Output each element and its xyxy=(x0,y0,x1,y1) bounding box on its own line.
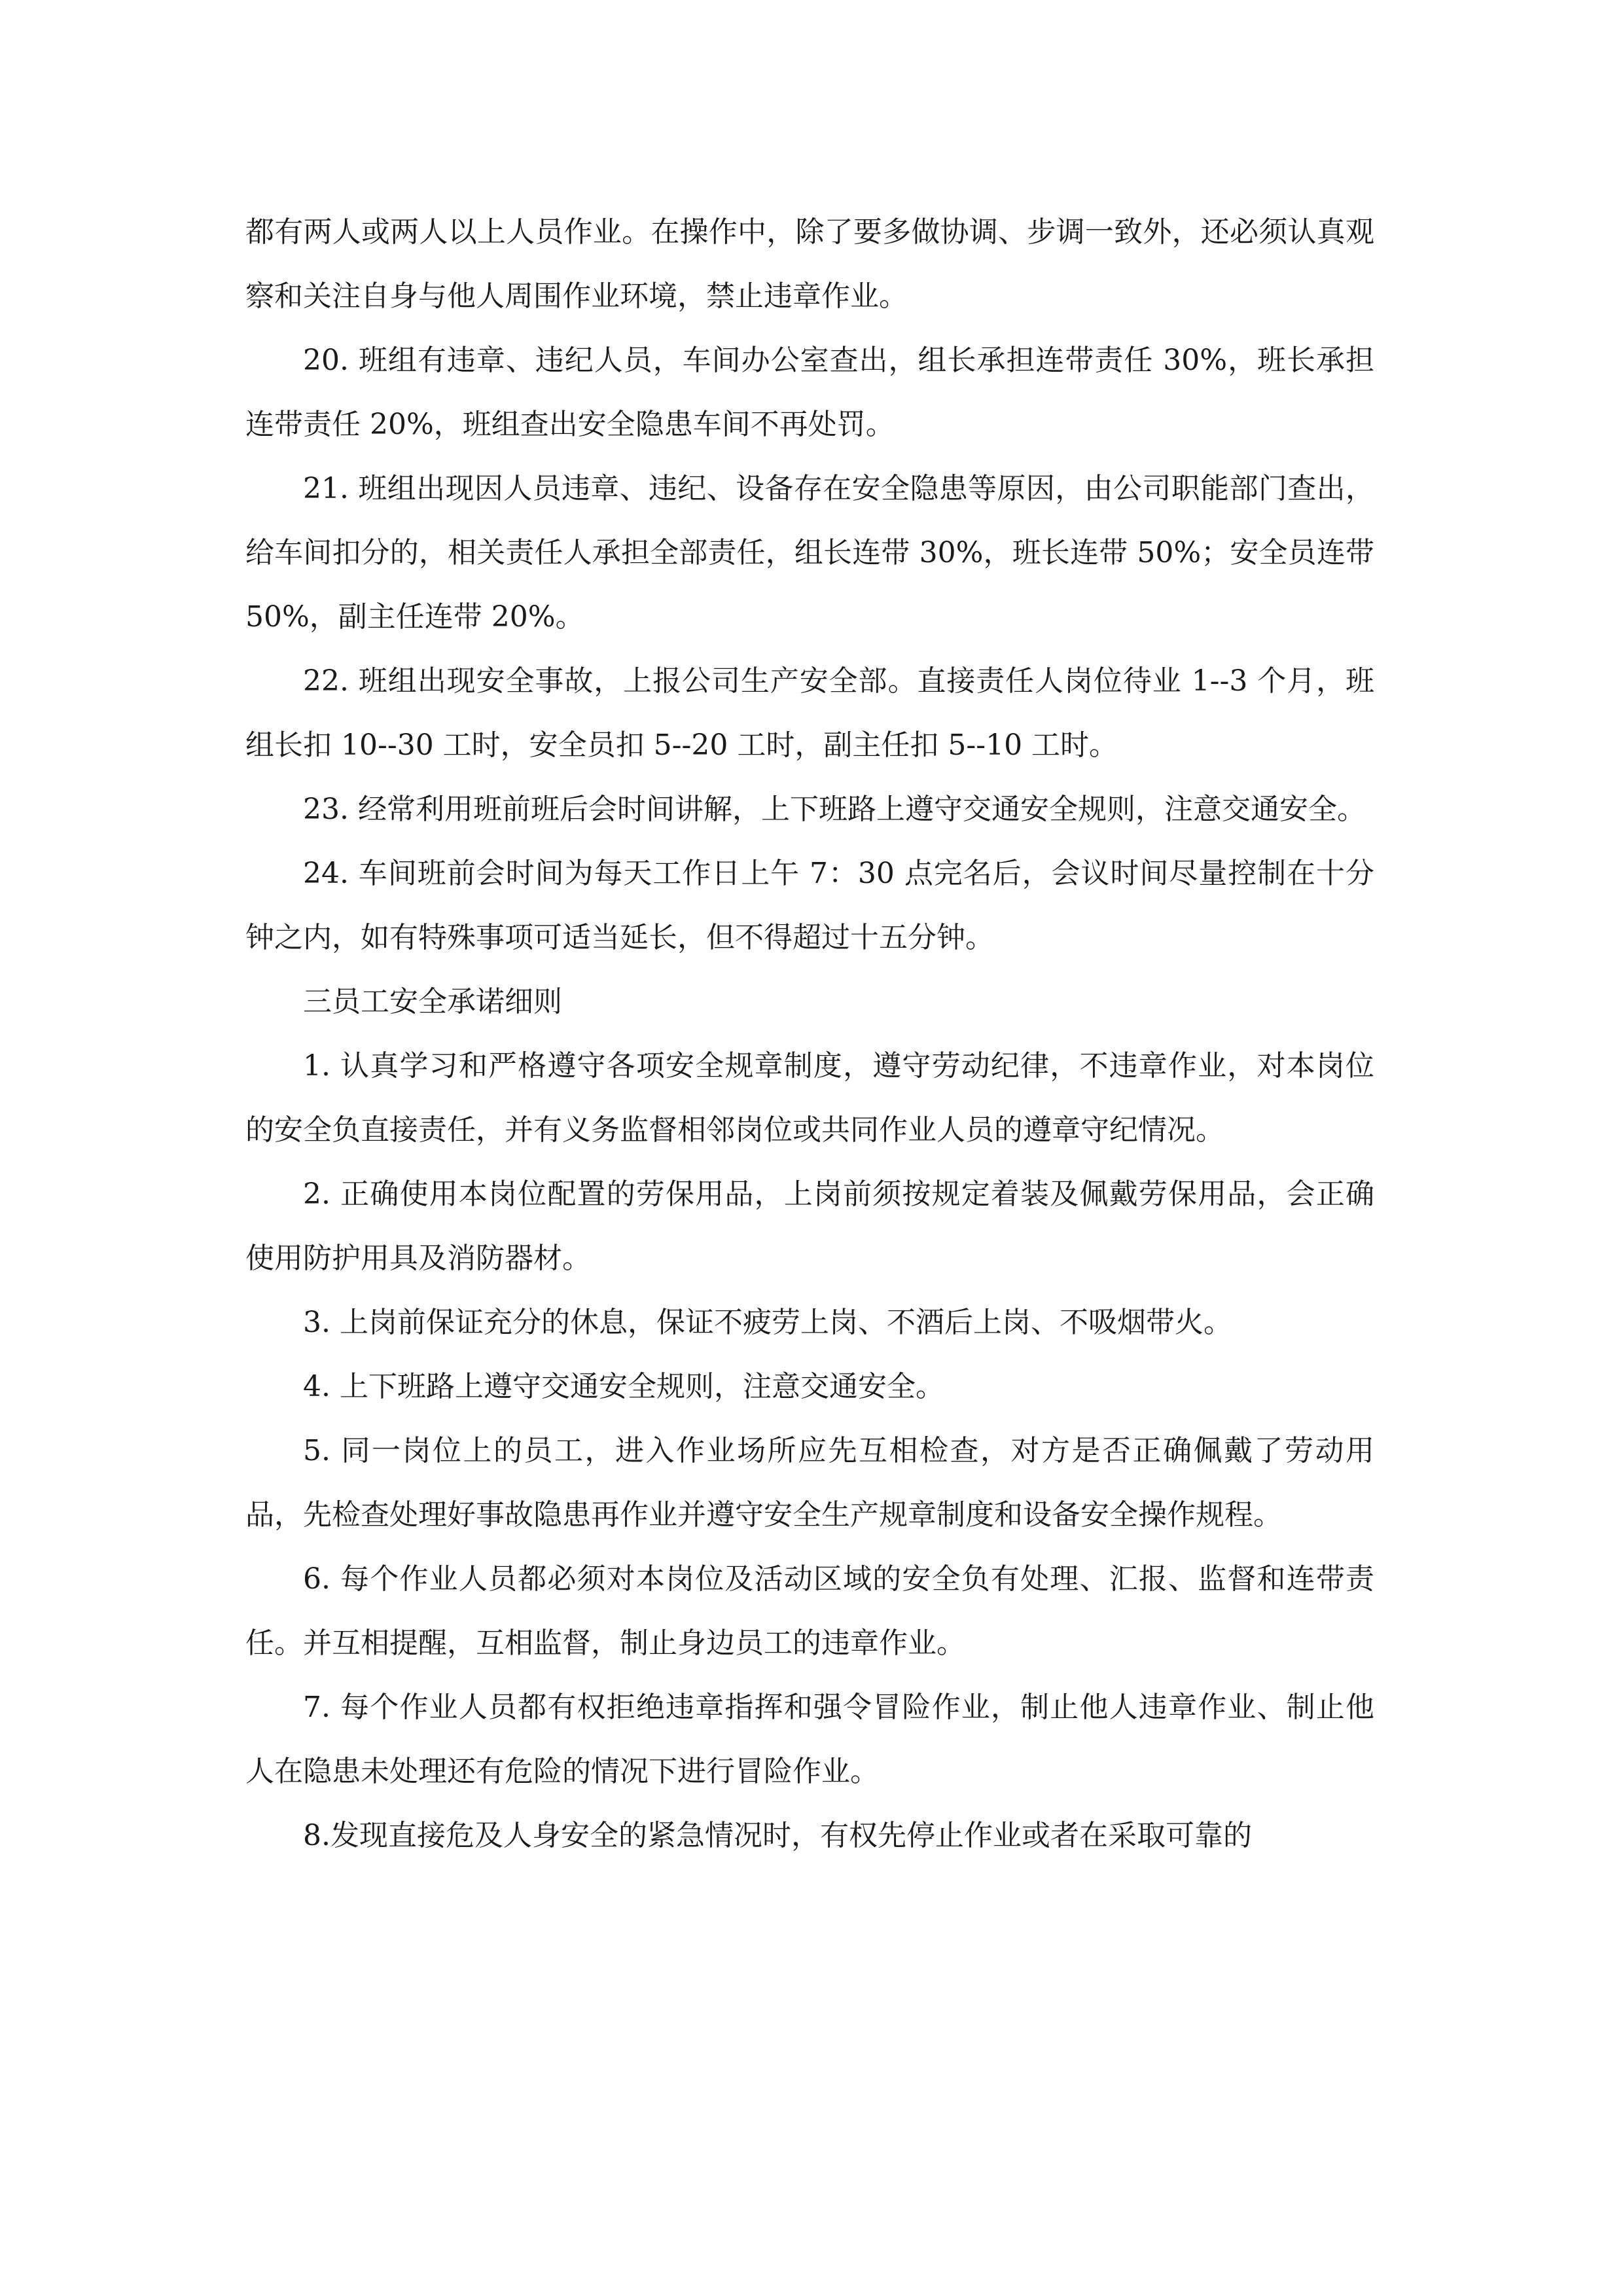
paragraph-continuation: 都有两人或两人以上人员作业。在操作中，除了要多做协调、步调一致外，还必须认真观察和关注自身与他人周围作业环境，禁止违章作业。 xyxy=(245,215,1374,313)
paragraph-item-24: 24. 车间班前会时间为每天工作日上午 7：30 点完名后，会议时间尽量控制在十分钟之内，如有特殊事项可适当延长，但不得超过十五分钟。 xyxy=(245,857,1374,954)
paragraph-item-20: 20. 班组有违章、违纪人员，车间办公室查出，组长承担连带责任 30%，班长承担连带责任 20%，班组查出安全隐患车间不再处罚。 xyxy=(245,344,1374,441)
paragraph-item-23: 23. 经常利用班前班后会时间讲解，上下班路上遵守交通安全规则，注意交通安全。 xyxy=(303,793,1366,826)
paragraph-item-21: 21. 班组出现因人员违章、违纪、设备存在安全隐患等原因，由公司职能部门查出，给车间扣分的，相关责任人承担全部责任，组长连带 30%，班长连带 50%；安全员连带 50%，副主任连带 20%。 xyxy=(245,472,1374,634)
section-heading: 三员工安全承诺细则 xyxy=(303,985,562,1018)
paragraph-commitment-4: 4. 上下班路上遵守交通安全规则，注意交通安全。 xyxy=(303,1370,944,1403)
paragraph-commitment-5: 5. 同一岗位上的员工，进入作业场所应先互相检查，对方是否正确佩戴了劳动用品，先检查处理好事故隐患再作业并遵守安全生产规章制度和设备安全操作规程。 xyxy=(245,1434,1374,1532)
paragraph-commitment-2: 2. 正确使用本岗位配置的劳保用品，上岗前须按规定着装及佩戴劳保用品，会正确使用防护用具及消防器材。 xyxy=(245,1177,1374,1275)
paragraph-commitment-8: 8.发现直接危及人身安全的紧急情况时，有权先停止作业或者在采取可靠的 xyxy=(303,1819,1252,1852)
document-body xyxy=(245,200,1374,1868)
paragraph-commitment-6: 6. 每个作业人员都必须对本岗位及活动区域的安全负有处理、汇报、监督和连带责任。并互相提醒，互相监督，制止身边员工的违章作业。 xyxy=(245,1562,1374,1660)
paragraph-commitment-1: 1. 认真学习和严格遵守各项安全规章制度，遵守劳动纪律，不违章作业，对本岗位的安全负直接责任，并有义务监督相邻岗位或共同作业人员的遵章守纪情况。 xyxy=(245,1049,1374,1147)
paragraph-item-22: 22. 班组出现安全事故，上报公司生产安全部。直接责任人岗位待业 1--3 个月，班组长扣 10--30 工时，安全员扣 5--20 工时，副主任扣 5--10 工时。 xyxy=(245,664,1374,762)
paragraph-commitment-7: 7. 每个作业人员都有权拒绝违章指挥和强令冒险作业，制止他人违章作业、制止他人在隐患未处理还有危险的情况下进行冒险作业。 xyxy=(245,1691,1374,1788)
paragraph-commitment-3: 3. 上岗前保证充分的休息，保证不疲劳上岗、不酒后上岗、不吸烟带火。 xyxy=(303,1306,1232,1339)
